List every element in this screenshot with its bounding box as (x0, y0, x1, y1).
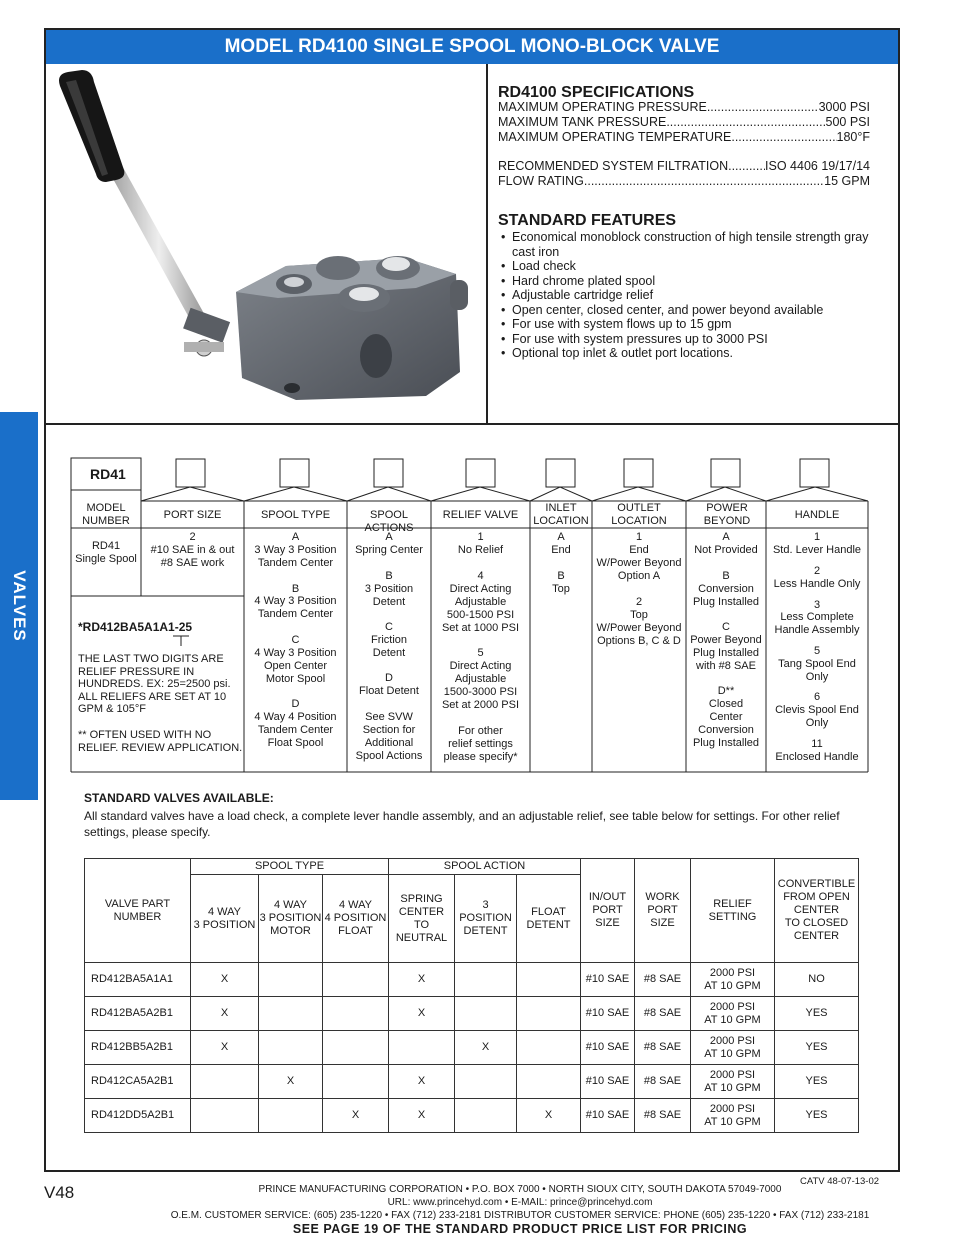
cell: #10 SAE (581, 1031, 635, 1065)
cell: 2000 PSI AT 10 GPM (691, 997, 775, 1031)
cell (259, 1099, 323, 1133)
col-header-spool-actions: SPOOL ACTIONS (364, 509, 414, 534)
option-text: Float Detent (359, 685, 419, 697)
cell: YES (775, 997, 859, 1031)
option-text: Power Beyond Plug Installed with #8 SAE (690, 634, 762, 672)
cell (259, 1031, 323, 1065)
spec-value: 500 PSI (825, 115, 870, 129)
spec-label: RECOMMENDED SYSTEM FILTRATION (498, 159, 729, 173)
table-group-row (85, 859, 859, 875)
option-code: 6 (813, 691, 821, 703)
feature-item: • Adjustable cartridge relief (498, 288, 878, 303)
option-code: D (291, 698, 300, 710)
spec-label: MAXIMUM OPERATING TEMPERATURE (498, 130, 732, 144)
option-text: Direct Acting Adjustable 1500-3000 PSI Set at 2000 PSI (441, 660, 520, 711)
section-tab-label: VALVES (10, 570, 29, 642)
cell: #8 SAE (635, 1065, 691, 1099)
cell (191, 1099, 259, 1133)
option-text: Tang Spool End Only (778, 658, 856, 683)
footer-web[interactable] (120, 1196, 920, 1209)
option-text: See SVW Section for Additional Spool Actions (355, 711, 423, 762)
code-box (686, 459, 766, 501)
model-prefix: RD41 (90, 466, 126, 482)
spec-label: FLOW RATING (498, 174, 584, 188)
col-header-power-beyond: POWER BEYOND (703, 502, 751, 527)
option-text: Direct Acting Adjustable 500-1500 PSI Set at 1000 PSI (441, 583, 520, 634)
cell: #10 SAE (581, 997, 635, 1031)
cell: #8 SAE (635, 1031, 691, 1065)
feature-item: • Hard chrome plated spool (498, 274, 878, 289)
option-text: 4 Way 3 Position Open Center Motor Spool (254, 647, 337, 685)
spec-value: 15 GPM (824, 174, 870, 188)
cell (389, 1031, 455, 1065)
header-convertible: CONVERTIBLE FROM OPEN CENTER TO CLOSED CENTER (775, 859, 859, 963)
table-row (85, 1031, 859, 1065)
option-text: End W/Power Beyond Option A (596, 544, 682, 582)
cell (455, 997, 517, 1031)
page-title: MODEL RD4100 SINGLE SPOOL MONO-BLOCK VALVE (46, 30, 898, 64)
cell: X (191, 1031, 259, 1065)
option-code: C (722, 621, 730, 633)
option-code: A (291, 531, 300, 543)
cell: 2000 PSI AT 10 GPM (691, 1065, 775, 1099)
cell: #8 SAE (635, 997, 691, 1031)
spec-value: ISO 4406 19/17/14 (765, 159, 870, 173)
footer-phone: O.E.M. CUSTOMER SERVICE: (605) 235-1220 • FAX (712) 233-2181 DISTRIBUTOR CUSTOMER SERVICE: PHONE (605) 235-1220 • FAX (712) 233-2181 (170, 1210, 870, 1221)
option-text: No Relief (457, 544, 504, 556)
option-text: Std. Lever Handle (772, 544, 862, 556)
option-text: 3 Way 3 Position Tandem Center (254, 544, 337, 569)
cell: 2000 PSI AT 10 GPM (691, 1099, 775, 1133)
code-box (592, 459, 686, 501)
part-number: RD412BA5A2B1 (85, 997, 191, 1031)
option-code: C (291, 634, 300, 646)
example-note-2: ** OFTEN USED WITH NO RELIEF. REVIEW APPLICATION. (78, 729, 243, 754)
cell: #10 SAE (581, 1065, 635, 1099)
code-box (766, 459, 868, 501)
cell: YES (775, 1099, 859, 1133)
cell: X (389, 963, 455, 997)
option-text: Top W/Power Beyond Options B, C & D (596, 609, 682, 647)
footer-web-text[interactable]: URL: www.princehyd.com • E-MAIL: prince@princehyd.com (387, 1197, 653, 1208)
option-code: A (722, 531, 730, 543)
cell: X (323, 1099, 389, 1133)
option-code: 1 (813, 531, 821, 543)
option-text: Top (552, 583, 570, 595)
part-number: RD412BA5A1A1 (85, 963, 191, 997)
cell (517, 997, 581, 1031)
option-text: Conversion Plug Installed (692, 583, 760, 608)
cell (259, 997, 323, 1031)
code-box (431, 459, 530, 501)
code-box (347, 459, 431, 501)
cell (323, 997, 389, 1031)
cell: #8 SAE (635, 963, 691, 997)
standard-valves-table (84, 858, 859, 1133)
col-header-outlet: OUTLET LOCATION (611, 502, 667, 527)
feature-item: • Optional top inlet & outlet port locations. (498, 346, 878, 361)
option-code: 2 (813, 565, 821, 577)
cell: X (191, 963, 259, 997)
feature-item: • Load check (498, 259, 878, 274)
table-row (85, 1065, 859, 1099)
option-code: B (557, 570, 565, 582)
cell (517, 1031, 581, 1065)
option-code: 1 (477, 531, 484, 543)
features-title: STANDARD FEATURES (498, 212, 677, 229)
group-header-spool-type: SPOOL TYPE (191, 859, 389, 875)
code-box (141, 459, 244, 501)
option-code: B (722, 570, 730, 582)
feature-item: • For use with system flows up to 15 gpm (498, 317, 878, 332)
option-text: 3 Position Detent (364, 583, 414, 608)
cell: X (517, 1099, 581, 1133)
table-row (85, 997, 859, 1031)
feature-item: • Open center, closed center, and power beyond available (498, 303, 878, 318)
option-code: D** (717, 685, 735, 697)
spec-label: MAXIMUM OPERATING PRESSURE (498, 100, 707, 114)
col-header-inlet: INLET LOCATION (533, 502, 589, 527)
part-number: RD412CA5A2B1 (85, 1065, 191, 1099)
footer-address: PRINCE MANUFACTURING CORPORATION • P.O. BOX 7000 • NORTH SIOUX CITY, SOUTH DAKOTA 57049-7000 (258, 1184, 782, 1195)
cell (323, 1065, 389, 1099)
code-box (244, 459, 347, 501)
option-text: Enclosed Handle (775, 751, 859, 763)
standard-valves-title: STANDARD VALVES AVAILABLE: (84, 791, 274, 805)
header-4way-4pos-float: 4 WAY 4 POSITION FLOAT (323, 875, 389, 963)
cell (455, 1065, 517, 1099)
option-text: Less Complete Handle Assembly (774, 611, 860, 636)
header-inout-port: IN/OUT PORT SIZE (581, 859, 635, 963)
option-code: A (385, 531, 393, 543)
table-row (85, 963, 859, 997)
option-text: 4 Way 4 Position Tandem Center Float Spool (254, 711, 337, 749)
option-code: 2 (189, 531, 196, 543)
cell (191, 1065, 259, 1099)
model-label: Single Spool (75, 553, 137, 565)
option-code: 11 (811, 738, 823, 750)
cell: X (389, 1099, 455, 1133)
header-4way-3pos: 4 WAY 3 POSITION (191, 875, 259, 963)
cell: NO (775, 963, 859, 997)
option-text: Friction Detent (370, 634, 408, 659)
example-code: *RD412BA5A1A1-25 (78, 620, 193, 634)
spec-label: MAXIMUM TANK PRESSURE (498, 115, 667, 129)
cell (517, 963, 581, 997)
specs-title: RD4100 SPECIFICATIONS (498, 84, 695, 101)
group-header-spool-action: SPOOL ACTION (389, 859, 581, 875)
option-code: B (385, 570, 393, 582)
col-header-relief-valve: RELIEF VALVE (442, 509, 519, 521)
option-code: B (291, 583, 300, 595)
option-text: 4 Way 3 Position Tandem Center (254, 595, 337, 620)
option-code: 2 (635, 596, 643, 608)
option-code: 5 (813, 645, 821, 657)
option-code: 5 (477, 647, 484, 659)
option-code: D (385, 672, 393, 684)
spec-value: 180°F (836, 130, 870, 144)
option-text: Not Provided (694, 544, 758, 556)
page-number: V48 (44, 1183, 75, 1202)
cell (323, 963, 389, 997)
col-header-model: MODEL NUMBER (82, 502, 130, 527)
cell: #8 SAE (635, 1099, 691, 1133)
header-3pos-detent: 3 POSITION DETENT (455, 875, 517, 963)
option-text: Spring Center (355, 544, 423, 556)
table-row (85, 1099, 859, 1133)
cell: #10 SAE (581, 1099, 635, 1133)
option-code: C (385, 621, 393, 633)
cell: 2000 PSI AT 10 GPM (691, 963, 775, 997)
model-code: RD41 (91, 540, 121, 552)
example-note: THE LAST TWO DIGITS ARE RELIEF PRESSURE IN HUNDREDS. EX: 25=2500 psi. ALL RELIEFS ARE SET AT 10 GPM & 105°F (78, 653, 231, 715)
option-code: 4 (477, 570, 484, 582)
cell (455, 1099, 517, 1133)
option-text: End (551, 544, 571, 556)
header-float-detent: FLOAT DETENT (517, 875, 581, 963)
header-4way-3pos-motor: 4 WAY 3 POSITION MOTOR (259, 875, 323, 963)
catalog-number: CATV 48-07-13-02 (800, 1176, 880, 1187)
cell (323, 1031, 389, 1065)
header-spring-center: SPRING CENTER TO NEUTRAL (389, 875, 455, 963)
cell: X (389, 997, 455, 1031)
cell (259, 963, 323, 997)
cell: YES (775, 1031, 859, 1065)
pricing-note: SEE PAGE 19 OF THE STANDARD PRODUCT PRICE LIST FOR PRICING (292, 1222, 748, 1236)
cell (517, 1065, 581, 1099)
option-text: Less Handle Only (773, 578, 861, 590)
option-code: 1 (635, 531, 643, 543)
header-part-number: VALVE PART NUMBER (85, 859, 191, 963)
col-header-port-size: PORT SIZE (163, 509, 222, 521)
cell: X (389, 1065, 455, 1099)
part-number: RD412BB5A2B1 (85, 1031, 191, 1065)
option-code: 3 (813, 599, 821, 611)
cell: X (259, 1065, 323, 1099)
part-number: RD412DD5A2B1 (85, 1099, 191, 1133)
option-text: Closed Center Conversion Plug Installed (692, 698, 760, 749)
option-code: A (557, 531, 565, 543)
header-relief-setting: RELIEF SETTING (691, 859, 775, 963)
cell (455, 963, 517, 997)
cell: X (455, 1031, 517, 1065)
cell: #10 SAE (581, 963, 635, 997)
cell: 2000 PSI AT 10 GPM (691, 1031, 775, 1065)
feature-item: • Economical monoblock construction of high tensile strength gray cast iron (498, 230, 878, 259)
header-work-port: WORK PORT SIZE (635, 859, 691, 963)
col-header-handle: HANDLE (794, 509, 840, 521)
option-text: #10 SAE in & out #8 SAE work (150, 544, 235, 569)
option-text: Clevis Spool End Only (775, 704, 859, 729)
option-text: For other relief settings please specify* (443, 725, 518, 763)
feature-item: • For use with system pressures up to 3000 PSI (498, 332, 878, 347)
standard-valves-desc: All standard valves have a load check, a complete lever handle assembly, and an adjustable relief, see table below for settings. For other relief settings, please specify. (84, 809, 840, 839)
code-box (530, 459, 592, 501)
spec-value: 3000 PSI (818, 100, 870, 114)
col-header-spool-type: SPOOL TYPE (260, 509, 331, 521)
cell: X (191, 997, 259, 1031)
cell: YES (775, 1065, 859, 1099)
